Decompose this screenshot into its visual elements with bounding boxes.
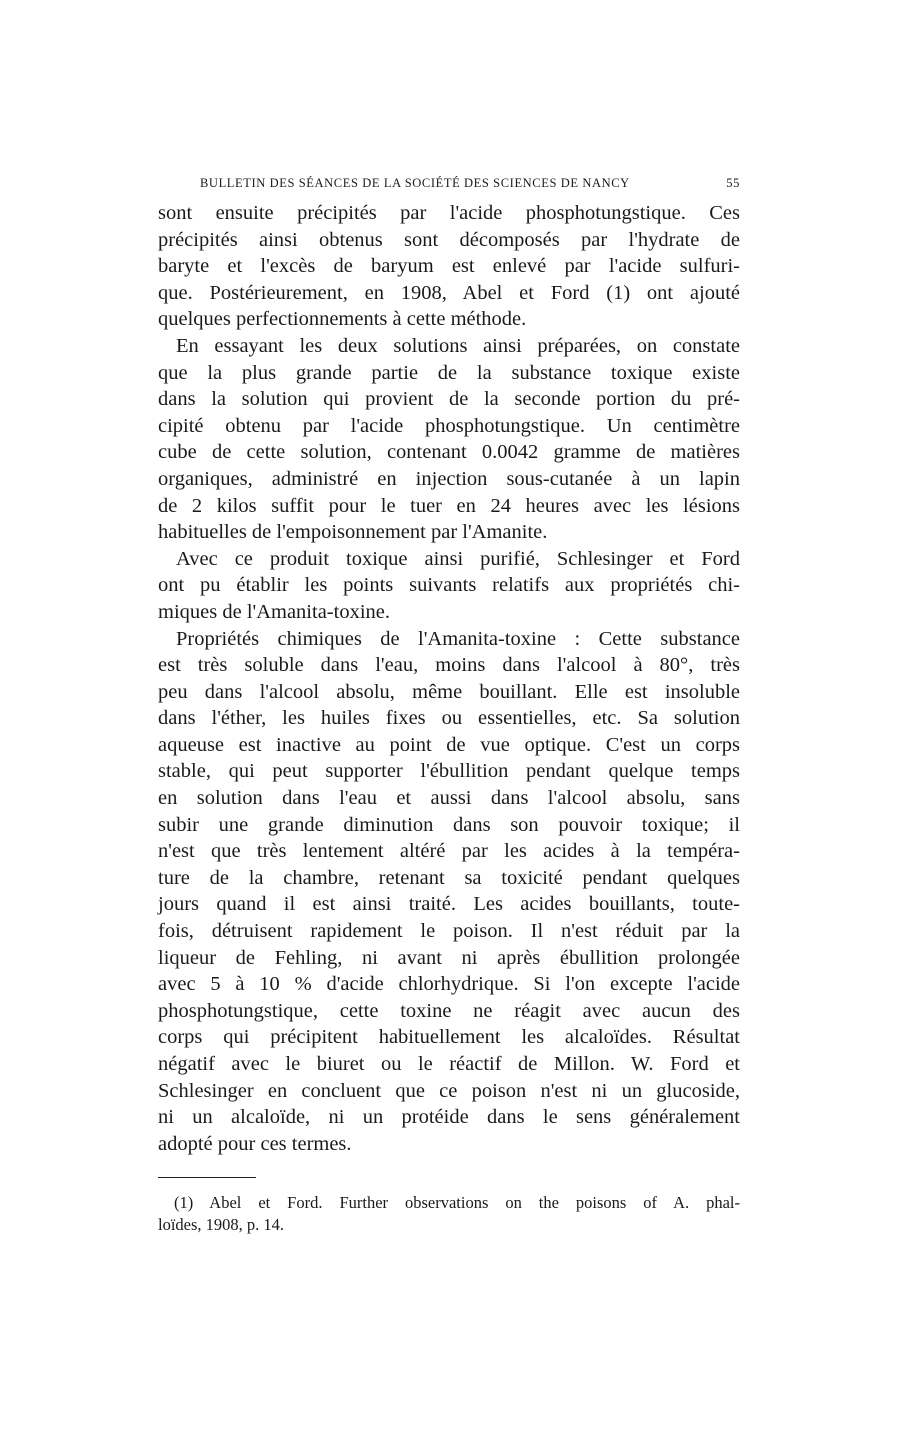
- text-line: dans l'éther, les huiles fixes ou essentielles, etc. Sa solution: [158, 707, 740, 730]
- text-line: aqueuse est inactive au point de vue optique. C'est un corps: [158, 733, 740, 756]
- text-line: dans la solution qui provient de la seconde portion du pré-: [158, 388, 740, 411]
- text-line: ont pu établir les points suivants relatifs aux propriétés chi-: [158, 574, 740, 597]
- text-line: en solution dans l'eau et aussi dans l'alcool absolu, sans: [158, 787, 740, 810]
- text-line: miques de l'Amanita-toxine.: [158, 600, 390, 623]
- text-line: peu dans l'alcool absolu, même bouillant. Elle est insoluble: [158, 680, 740, 703]
- text-line: n'est que très lentement altéré par les acides à la tempéra-: [158, 840, 740, 863]
- footnote: [158, 1192, 740, 1236]
- text-line: cipité obtenu par l'acide phosphotungstique. Un centimètre: [158, 414, 740, 437]
- text-line: stable, qui peut supporter l'ébullition pendant quelque temps: [158, 760, 740, 783]
- text-line: ture de la chambre, retenant sa toxicité pendant quelques: [158, 866, 740, 889]
- text-line: habituelles de l'empoisonnement par l'Amanite.: [158, 521, 548, 544]
- text-line: précipités ainsi obtenus sont décomposés par l'hydrate de: [158, 228, 740, 251]
- text-line: de 2 kilos suffit pour le tuer en 24 heures avec les lésions: [158, 494, 740, 517]
- text-line: ni un alcaloïde, ni un protéide dans le sens généralement: [158, 1106, 740, 1129]
- text-line: jours quand il est ainsi traité. Les acides bouillants, toute-: [158, 893, 740, 916]
- text-line: négatif avec le biuret ou le réactif de Millon. W. Ford et: [158, 1053, 740, 1075]
- body-text: [158, 200, 740, 1157]
- text-line: organiques, administré en injection sous-cutanée à un lapin: [158, 467, 740, 490]
- page-number: 55: [726, 176, 740, 190]
- text-line: Avec ce produit toxique ainsi purifié, Schlesinger et Ford: [176, 547, 740, 570]
- text-line: quelques perfectionnements à cette méthode.: [158, 308, 527, 331]
- text-line: est très soluble dans l'eau, moins dans l'alcool à 80°, très: [158, 654, 740, 677]
- text-line: phosphotungstique, cette toxine ne réagit avec aucun des: [158, 999, 740, 1022]
- text-line: Schlesinger en concluent que ce poison n'est ni un glucoside,: [158, 1079, 740, 1102]
- running-header: [200, 176, 740, 191]
- text-line: baryte et l'excès de baryum est enlevé par l'acide sulfuri-: [158, 255, 740, 278]
- running-title: BULLETIN DES SÉANCES DE LA SOCIÉTÉ DES SCIENCES DE NANCY: [200, 176, 630, 190]
- text-line: cube de cette solution, contenant 0.0042 gramme de matières: [158, 441, 740, 464]
- footnote-line: loïdes, 1908, p. 14.: [158, 1215, 285, 1234]
- footnote-line: (1) Abel et Ford. Further observations on the poisons of A. phal-: [174, 1193, 740, 1212]
- footnote-rule: [158, 1177, 256, 1178]
- text-line: En essayant les deux solutions ainsi préparées, on constate: [176, 334, 740, 357]
- text-line: adopté pour ces termes.: [158, 1132, 352, 1155]
- text-line: fois, détruisent rapidement le poison. Il n'est réduit par la: [158, 920, 740, 943]
- text-line: liqueur de Fehling, ni avant ni après ébullition prolongée: [158, 946, 740, 969]
- text-line: Propriétés chimiques de l'Amanita-toxine : Cette substance: [176, 627, 740, 650]
- text-line: avec 5 à 10 % d'acide chlorhydrique. Si l'on excepte l'acide: [158, 973, 740, 996]
- text-line: subir une grande diminution dans son pouvoir toxique; il: [158, 813, 740, 836]
- text-line: sont ensuite précipités par l'acide phosphotungstique. Ces: [158, 202, 740, 224]
- text-line: que la plus grande partie de la substance toxique existe: [158, 361, 740, 384]
- text-line: que. Postérieurement, en 1908, Abel et Ford (1) ont ajouté: [158, 281, 740, 304]
- text-line: corps qui précipitent habituellement les alcaloïdes. Résultat: [158, 1026, 740, 1049]
